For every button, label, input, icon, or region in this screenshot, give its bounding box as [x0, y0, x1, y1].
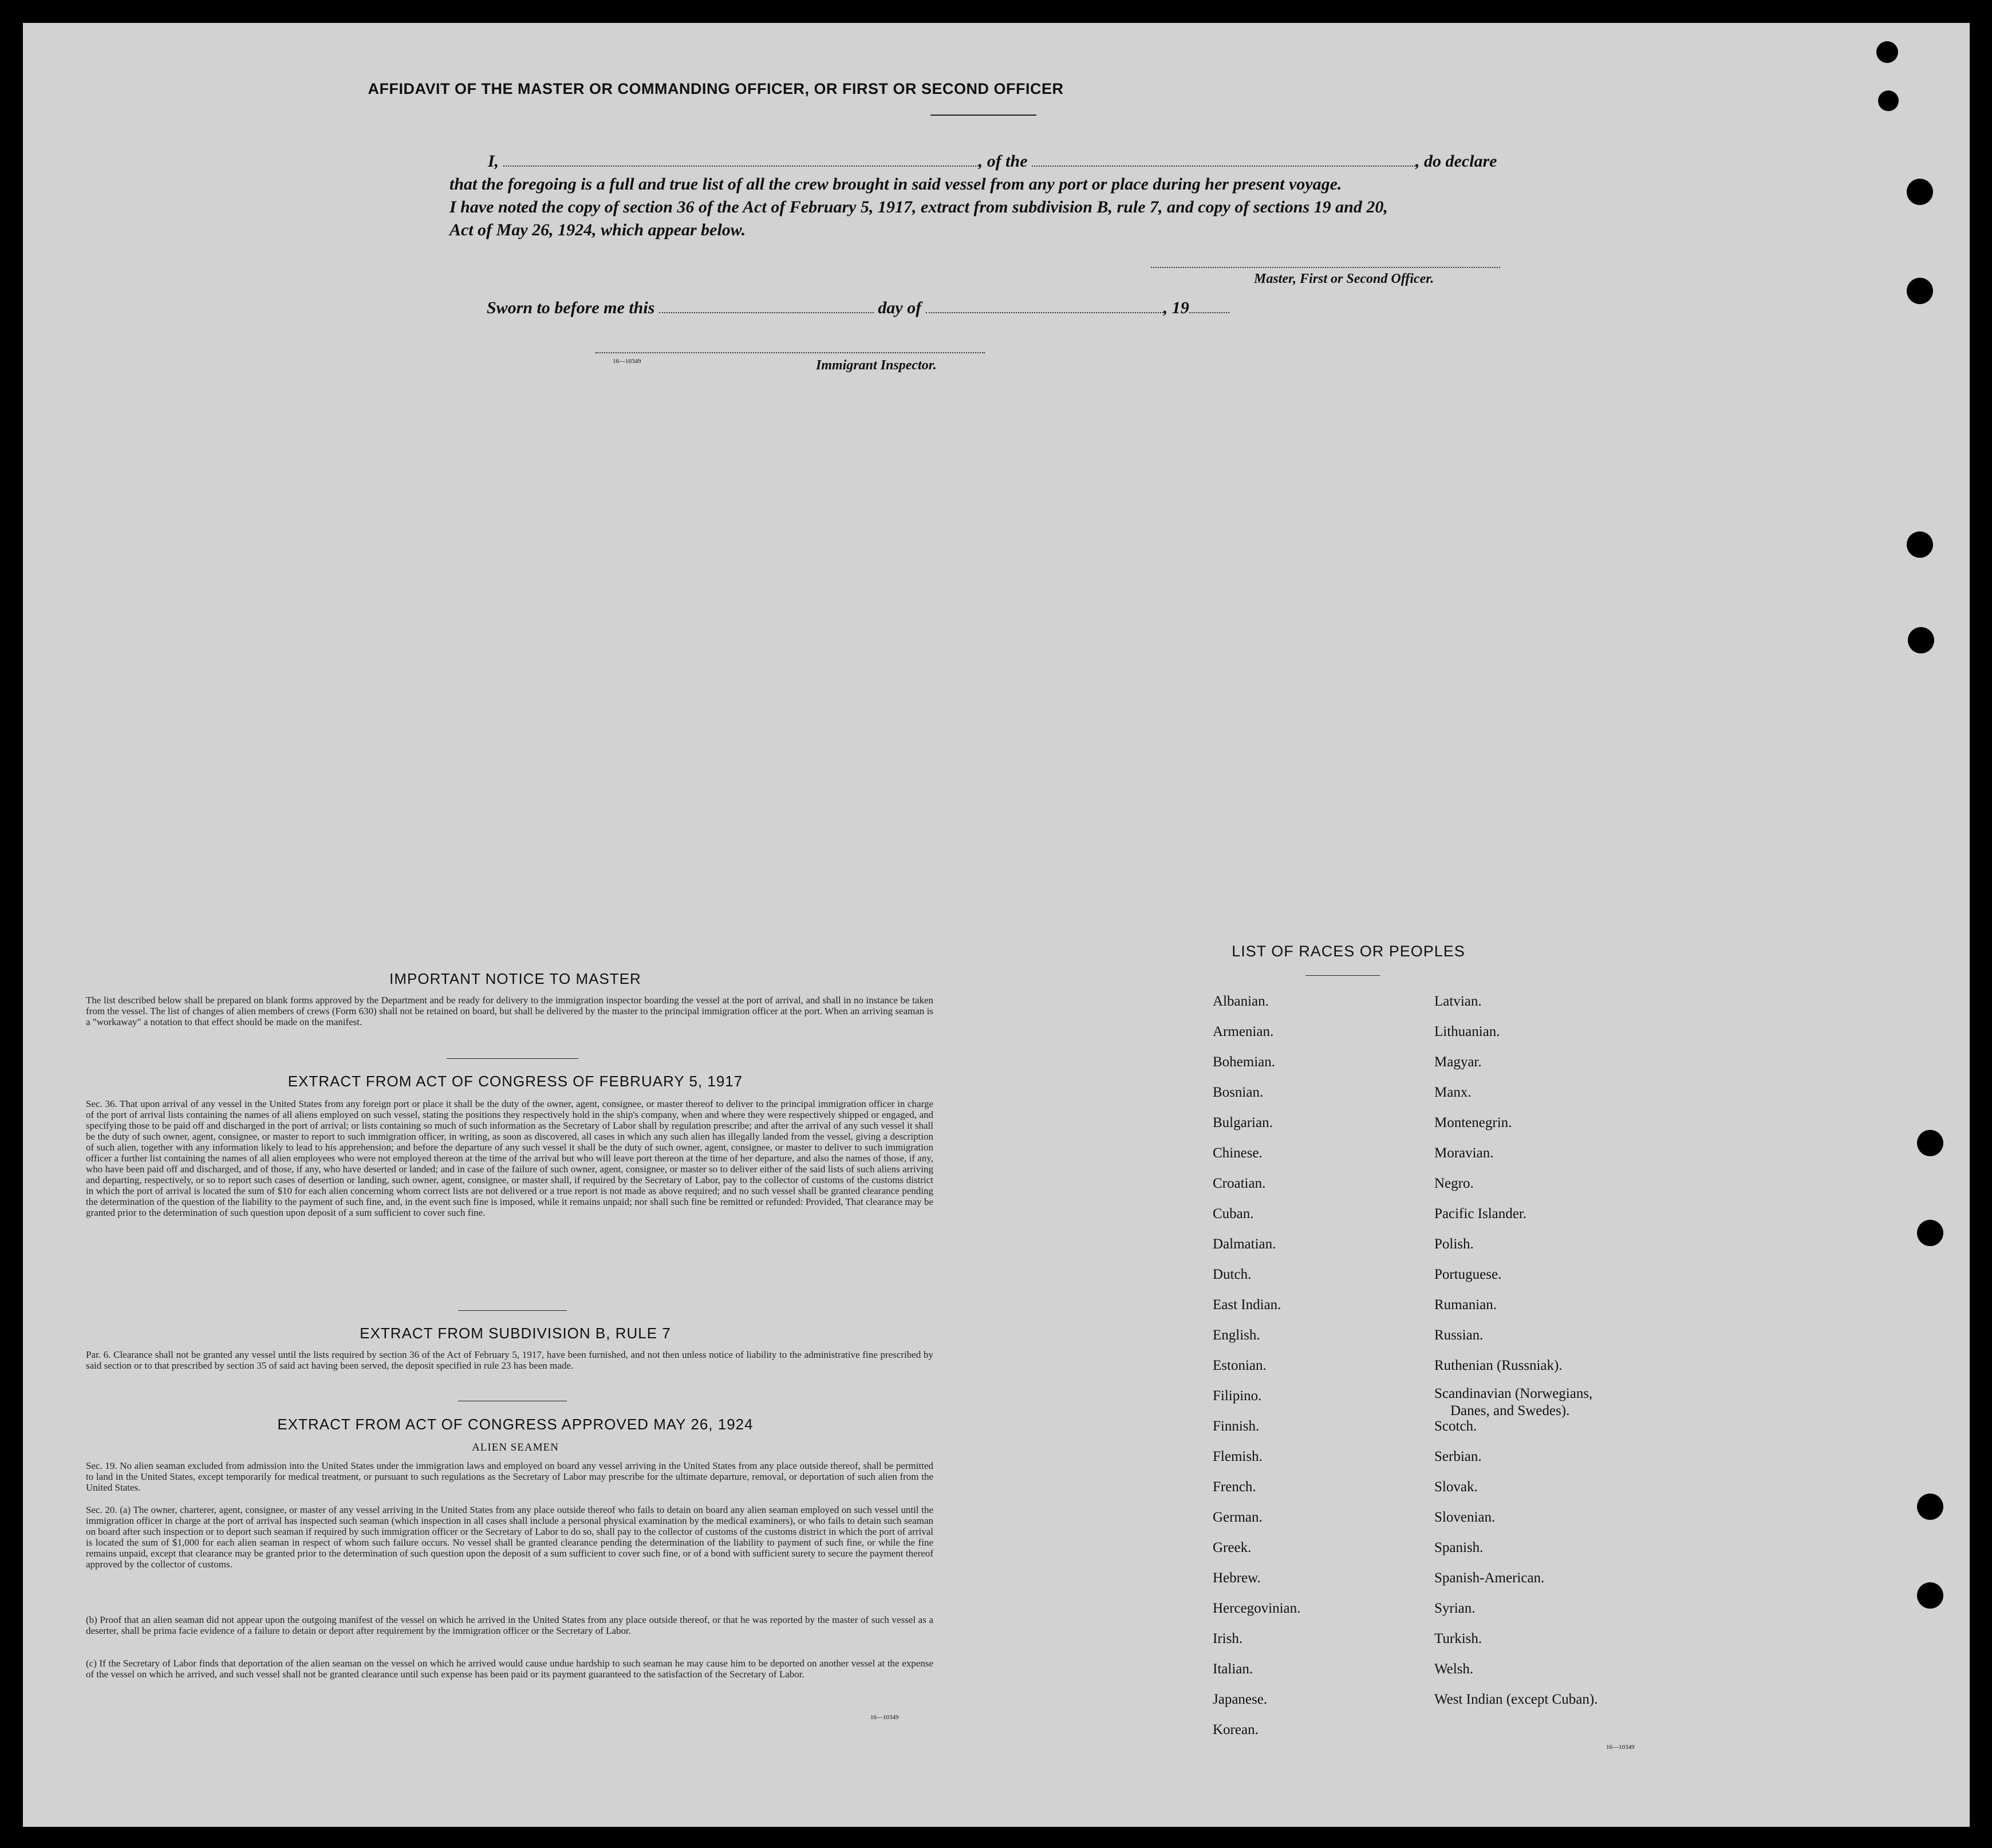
binder-hole [1908, 627, 1934, 653]
affidavit-line2: that the foregoing is a full and true list of all the crew brought in said vessel from any port or place during her present voyage. [449, 175, 1342, 194]
race-item: Montenegrin. [1434, 1115, 1512, 1130]
sworn-day-label: day of [878, 298, 922, 317]
race-item: Welsh. [1434, 1661, 1474, 1677]
race-item: Spanish. [1434, 1540, 1484, 1555]
binder-hole [1878, 90, 1899, 111]
race-item: French. [1213, 1479, 1256, 1495]
binder-hole [1917, 1582, 1943, 1609]
affidavit-title: AFFIDAVIT OF THE MASTER OR COMMANDING OFFICER, OR FIRST OR SECOND OFFICER [368, 80, 1064, 97]
race-item: Dalmatian. [1213, 1236, 1276, 1252]
extract-1917-title: EXTRACT FROM ACT OF CONGRESS OF FEBRUARY 5, 1917 [287, 1073, 743, 1090]
affidavit-line1 [488, 150, 1547, 173]
race-item: Spanish-American. [1434, 1570, 1545, 1586]
race-item: Hercegovinian. [1213, 1601, 1301, 1616]
race-item: Flemish. [1213, 1449, 1263, 1464]
notice-title: IMPORTANT NOTICE TO MASTER [389, 970, 641, 987]
race-item: Filipino. [1213, 1388, 1262, 1404]
line1-end: , do declare [1415, 152, 1497, 171]
race-item: Lithuanian. [1434, 1024, 1500, 1039]
race-item: Polish. [1434, 1236, 1474, 1252]
binder-hole [1907, 531, 1933, 558]
binder-hole [1917, 1494, 1943, 1520]
signature-label: Master, First or Second Officer. [1254, 271, 1434, 286]
sworn-start: Sworn to before me this [487, 298, 655, 317]
binder-hole [1907, 278, 1933, 304]
race-item: Dutch. [1213, 1267, 1252, 1282]
race-item: Ruthenian (Russniak). [1434, 1358, 1563, 1373]
race-item: Turkish. [1434, 1631, 1482, 1646]
race-item: Manx. [1434, 1085, 1472, 1100]
form-number-top: 16—10349 [613, 358, 641, 365]
race-item: Slovak. [1434, 1479, 1478, 1495]
race-item: Chinese. [1213, 1145, 1263, 1161]
race-item: Serbian. [1434, 1449, 1482, 1464]
races-right-column [1434, 986, 1709, 1715]
extract-rule7-body: Par. 6. Clearance shall not be granted any vessel until the lists required by section 36 of the Act of February 5, 1917, have been furnished, and not then unless notice of liability to the administrative fine prescribed by said section or to that prescribed by section 35 of said act having been served, the deposit specified in rule 23 has been made. [86, 1349, 933, 1371]
affidavit-line3: I have noted the copy of section 36 of the Act of February 5, 1917, extract from subdivision B, rule 7, and copy of sections 19 and 20, [449, 198, 1388, 216]
race-item: Albanian. [1213, 994, 1269, 1009]
race-item: Negro. [1434, 1176, 1474, 1191]
line1-start: I, [488, 152, 499, 171]
title-divider [930, 115, 1036, 116]
sworn-year-blank [1189, 312, 1229, 313]
sec20a-text: Sec. 20. (a) The owner, charterer, agent, consignee, or master of any vessel arriving in the United States from any place outside thereof who fails to detain on board any alien seaman employed on such vessel until the immigration officer in charge at the port of arrival has inspected such seaman (which inspection in all cases shall include a personal physical examination by the medical examiners), or who fails to detain such seaman on board after such inspection or to deport such seaman if required by such immigration officer or the Secretary of Labor to do so, shall pay to the collector of customs of the customs district in which the port of arrival is located the sum of $1,000 for each alien seaman in respect of whom such failure occurs. No vessel shall be granted clearance pending the determination of the liability to payment of such fine, or while the fine remains unpaid, except that clearance may be granted prior to the determination of such question upon the deposit of a sum sufficient to cover such fine, or of a bond with sufficient surety to secure the payment thereof approved by the collector of customs. [86, 1504, 933, 1570]
notice-body: The list described below shall be prepared on blank forms approved by the Department and be ready for delivery to the immigration inspector boarding the vessel at the port of arrival, and shall in no instance be taken from the vessel. The list of changes of alien members of crews (Form 630) shall not be retained on board, but shall be delivered by the master to the principal immigration officer at the port. When an arriving seaman is a "workaway" a notation to that effect should be made on the manifest. [86, 995, 933, 1027]
alien-seamen-subtitle: ALIEN SEAMEN [472, 1441, 559, 1453]
race-item: Syrian. [1434, 1601, 1476, 1616]
race-item: Slovenian. [1434, 1510, 1496, 1525]
race-item: Moravian. [1434, 1145, 1494, 1161]
races-left-column [1213, 986, 1407, 1745]
race-item: Bosnian. [1213, 1085, 1264, 1100]
binder-hole [1876, 41, 1898, 63]
races-divider [1305, 975, 1380, 976]
race-item: Finnish. [1213, 1418, 1260, 1434]
divider-1 [447, 1058, 578, 1059]
document-page [23, 23, 1970, 1827]
race-item: Scotch. [1434, 1418, 1477, 1434]
race-item: Italian. [1213, 1661, 1253, 1677]
name-blank [503, 166, 979, 167]
races-title: LIST OF RACES OR PEOPLES [1232, 943, 1465, 960]
sworn-year-label: , 19 [1163, 298, 1189, 317]
sworn-line [487, 297, 1346, 320]
binder-hole [1907, 179, 1933, 205]
race-item: Estonian. [1213, 1358, 1267, 1373]
race-item: Armenian. [1213, 1024, 1274, 1039]
race-item: Rumanian. [1434, 1297, 1497, 1313]
race-item: Magyar. [1434, 1054, 1482, 1070]
binder-hole [1917, 1220, 1943, 1246]
race-item: Scandinavian (Norwegians, [1434, 1386, 1593, 1401]
race-item: Latvian. [1434, 994, 1482, 1009]
race-item: English. [1213, 1327, 1260, 1343]
race-item: West Indian (except Cuban). [1434, 1692, 1598, 1707]
extract-rule7-title: EXTRACT FROM SUBDIVISION B, RULE 7 [360, 1325, 671, 1342]
race-item: Russian. [1434, 1327, 1484, 1343]
race-item: Pacific Islander. [1434, 1206, 1527, 1222]
race-item: Croatian. [1213, 1176, 1266, 1191]
race-item: Irish. [1213, 1631, 1243, 1646]
race-item: Cuban. [1213, 1206, 1254, 1222]
race-item: Korean. [1213, 1722, 1259, 1737]
race-item: Danes, and Swedes). [1450, 1403, 1570, 1418]
race-item: Japanese. [1213, 1692, 1268, 1707]
inspector-line [595, 352, 985, 353]
form-number-left: 16—10349 [870, 1714, 899, 1721]
race-item: Greek. [1213, 1540, 1252, 1555]
race-item: German. [1213, 1510, 1263, 1525]
race-item: Portuguese. [1434, 1267, 1502, 1282]
inspector-label: Immigrant Inspector. [816, 358, 937, 373]
sworn-month-blank [926, 312, 1163, 313]
form-number-right: 16—10349 [1606, 1744, 1635, 1751]
extract-1924-title: EXTRACT FROM ACT OF CONGRESS APPROVED MAY 26, 1924 [277, 1416, 754, 1433]
affidavit-line4: Act of May 26, 1924, which appear below. [449, 220, 746, 239]
divider-2 [458, 1310, 567, 1311]
sec20b-text: (b) Proof that an alien seaman did not appear upon the outgoing manifest of the vessel on which he arrived in the United States from any place outside thereof, or that he was reported by the master of such vessel as a deserter, shall be prima facie evidence of a failure to detain or deport after requirement by the immigration officer or the Secretary of Labor. [86, 1614, 933, 1636]
race-item: East Indian. [1213, 1297, 1281, 1313]
sec19-text: Sec. 19. No alien seaman excluded from admission into the United States under the immigration laws and employed on board any vessel arriving in the United States from any place outside thereof, shall be permitted to land in the United States, except temporarily for medical treatment, or pursuant to such regulations as the Secretary of Labor may prescribe for the ultimate departure, removal, or deportation of such alien from the United States. [86, 1460, 933, 1493]
race-item: Hebrew. [1213, 1570, 1261, 1586]
vessel-blank [1032, 166, 1415, 167]
sec20c-text: (c) If the Secretary of Labor finds that deportation of the alien seaman on the vessel on which he arrived would cause undue hardship to such seaman he may cause him to be deported on another vessel at the expense of the vessel on which he arrived, and such vessel shall not be granted clearance until such expense has been paid or its payment guaranteed to the satisfaction of the Secretary of Labor. [86, 1658, 933, 1680]
race-item: Bulgarian. [1213, 1115, 1273, 1130]
signature-line [1151, 267, 1500, 268]
binder-hole [1917, 1130, 1943, 1156]
race-item: Bohemian. [1213, 1054, 1276, 1070]
line1-mid: , of the [978, 152, 1028, 171]
sworn-day-blank [659, 312, 874, 313]
extract-1917-body: Sec. 36. That upon arrival of any vessel in the United States from any foreign port or place it shall be the duty of the owner, agent, consignee, or master thereof to deliver to the principal immigration officer in charge of the port of arrival lists containing the names of all aliens employed on such vessel, stating the positions they respectively hold in the ship's company, when and where they were respectively shipped or engaged, and specifying those to be paid off and discharged in the port of arrival; or lists containing so much of such information as the Secretary of Labor shall by regulation prescribe; and after the arrival of any such vessel it shall be the duty of such owner, agent, consignee, or master to report to such immigration officer, in writing, as soon as discovered, all cases in which any such alien has illegally landed from the vessel, giving a description of such alien, together with any information likely to lead to his apprehension; and before the departure of any such vessel it shall be the duty of such owner, agent, consignee, or master to deliver to such immigration officer a further list containing the names of all alien employees who were not employed thereon at the time of the arrival but who will leave port thereon at the time of her departure, and also the names of those, if any, who have been paid off and discharged, and of those, if any, who have deserted or landed; and in case of the failure of such owner, agent, consignee, or master so to deliver either of the said lists of such aliens arriving and departing, respectively, or so to report such cases of desertion or landing, such owner, agent, consignee, or master shall, if required by the Secretary of Labor, pay to the collector of customs of the customs district in which the port of arrival is located the sum of $10 for each alien concerning whom correct lists are not delivered or a true report is not made as above required; and no such vessel shall be granted clearance pending the determination of the question of the liability to the payment of such fine, and, in the event such fine is imposed, while it remains unpaid; nor shall such fine be remitted or refunded: Provided, That clearance may be granted prior to the determination of such question upon deposit of a sum sufficient to cover such fine. [86, 1098, 933, 1218]
